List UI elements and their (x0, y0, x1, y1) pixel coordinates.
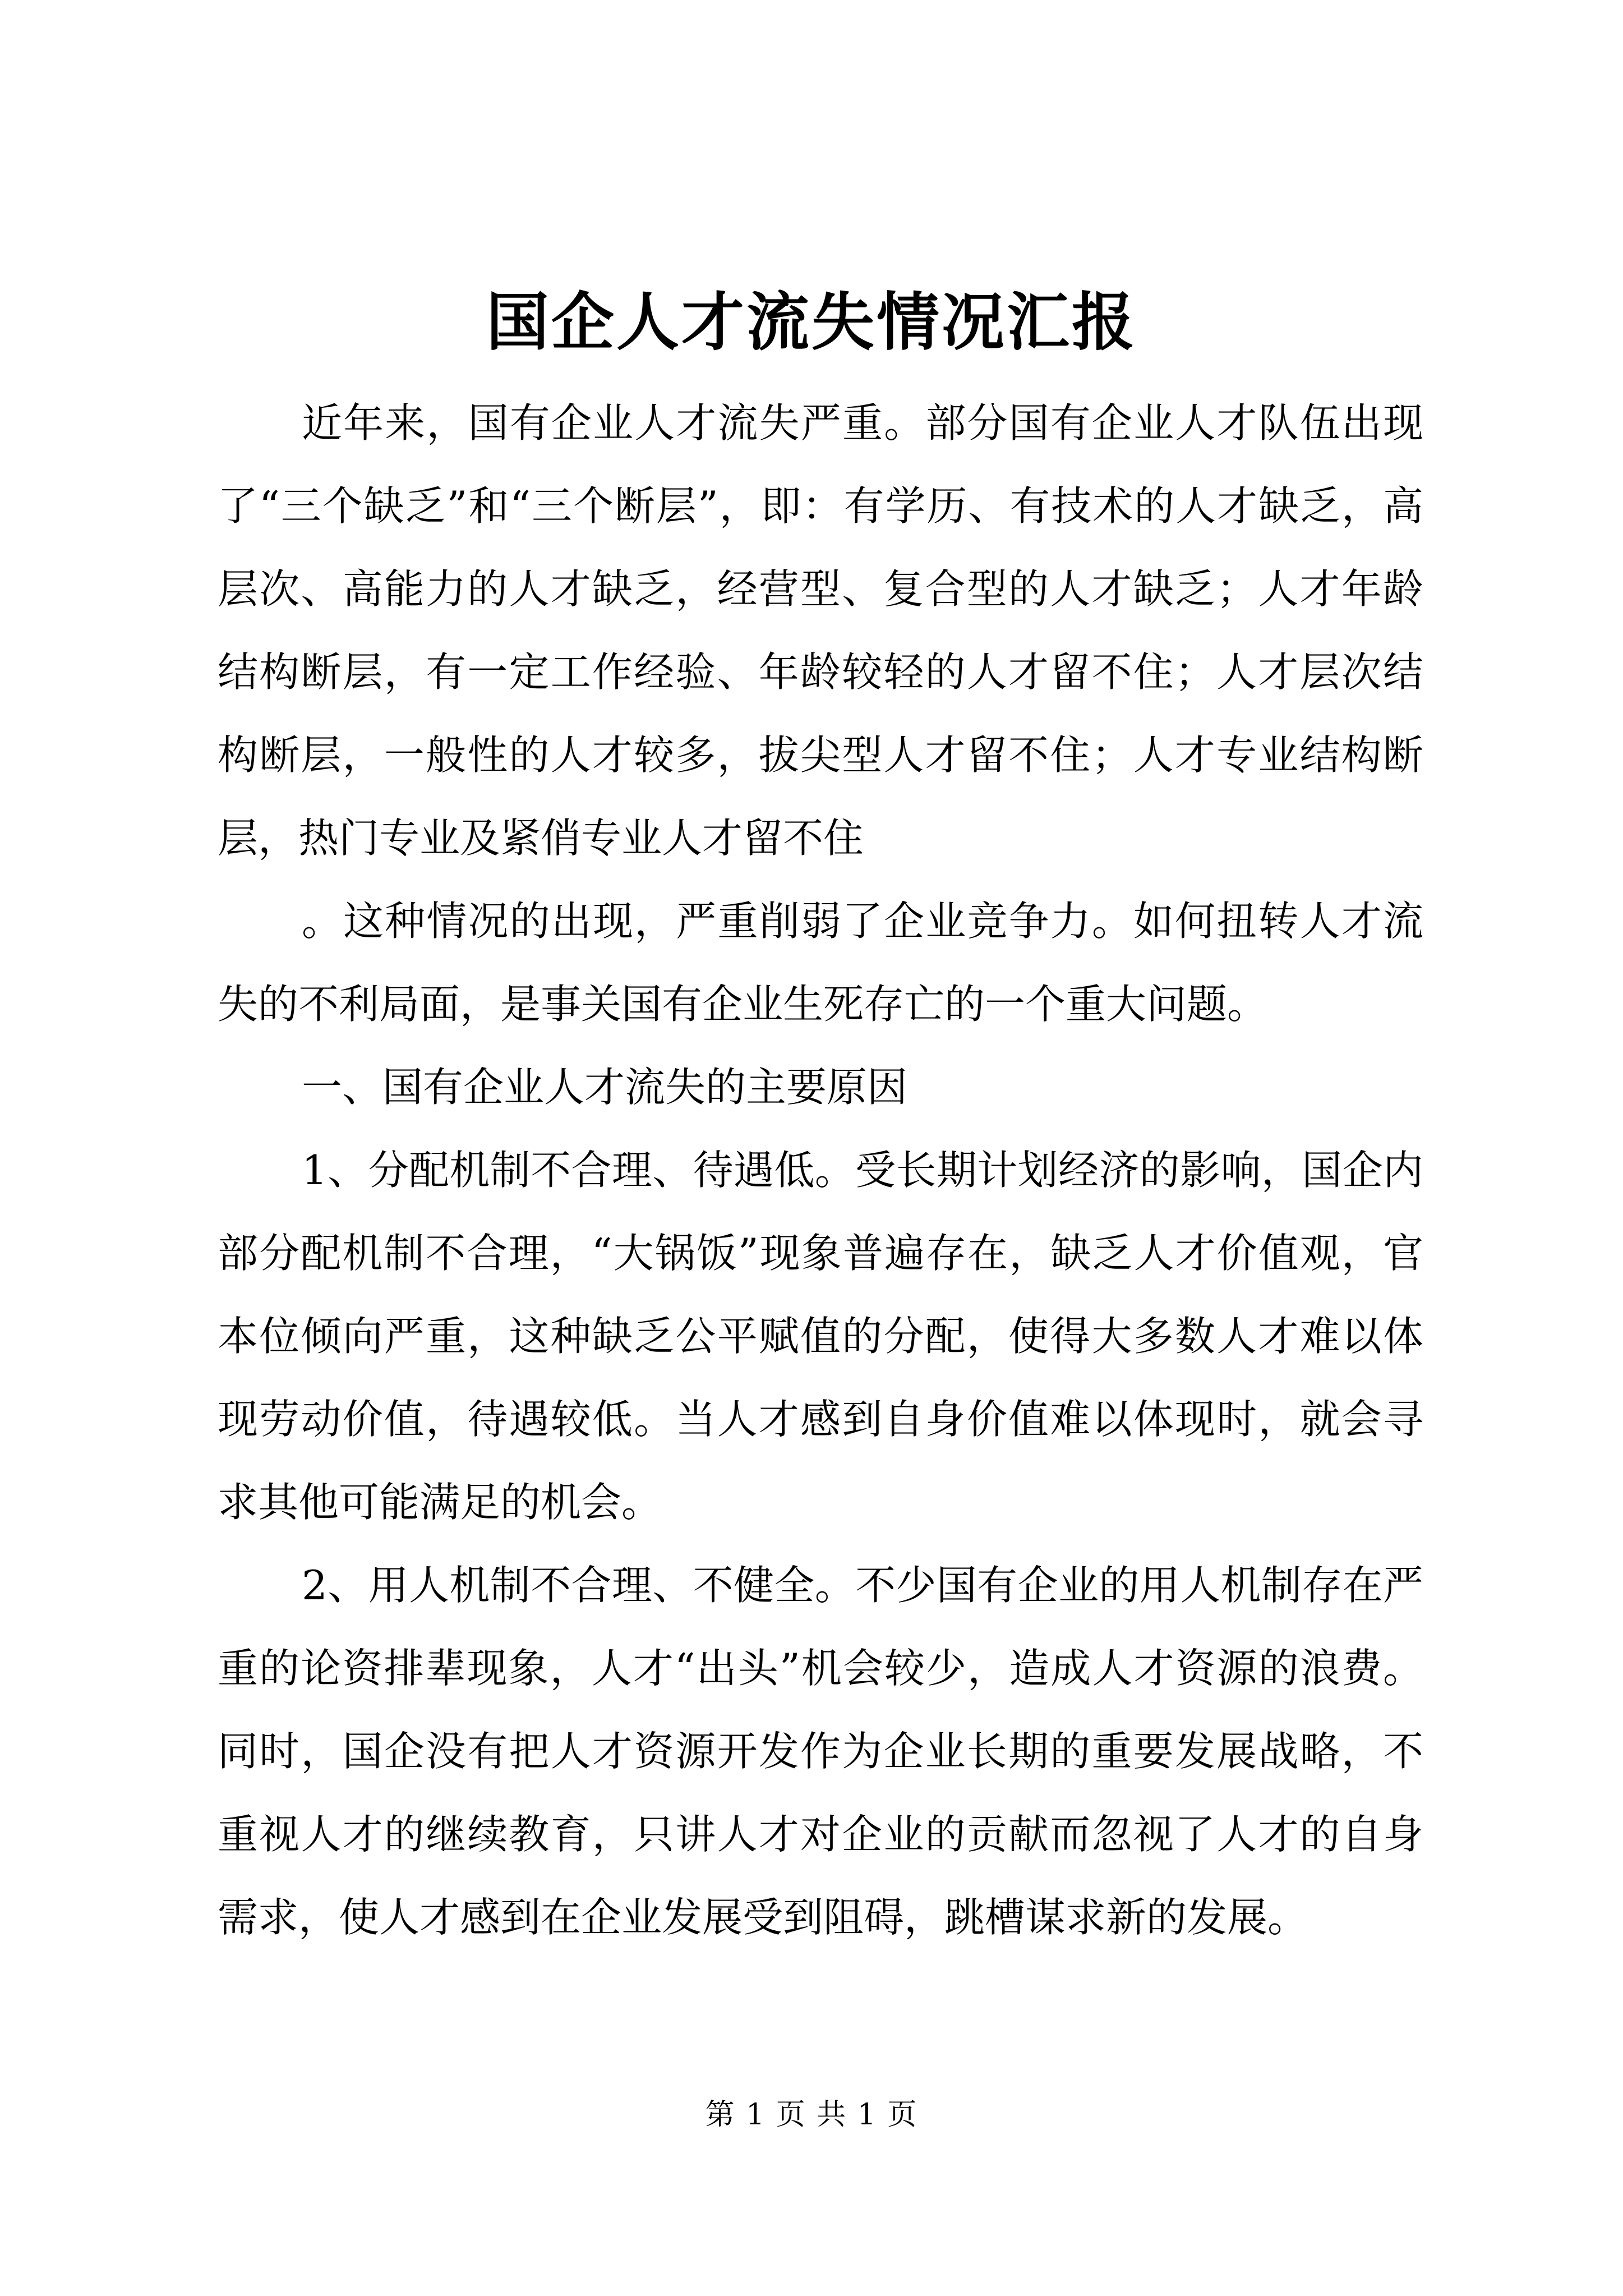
document-body (218, 381, 1423, 1959)
page-footer: 第 1 页 共 1 页 (705, 2098, 918, 2132)
section-heading-causes: 一、国有企业人才流失的主要原因 (302, 1064, 908, 1111)
document-title: 国企人才流失情况汇报 (486, 286, 1137, 359)
paragraph-cause-1: 1、分配机制不合理、待遇低。受长期计划经济的影响，国企内部分配机制不合理，“大锅饭”现象普遍存在，缺乏人才价值观，官本位倾向严重，这种缺乏公平赋值的分配，使得大多数人才难以体现劳动价值，待遇较低。当人才感到自身价值难以体现时，就会寻求其他可能满足的机会。 (218, 1147, 1423, 1526)
paragraph-impact: 。这种情况的出现，严重削弱了企业竞争力。如何扭转人才流失的不利局面，是事关国有企业生死存亡的一个重大问题。 (218, 898, 1423, 1028)
paragraph-intro: 近年来，国有企业人才流失严重。部分国有企业人才队伍出现了“三个缺乏”和“三个断层”，即：有学历、有技术的人才缺乏，高层次、高能力的人才缺乏，经营型、复合型的人才缺乏；人才年龄结构断层，有一定工作经验、年龄较轻的人才留不住；人才层次结构断层，一般性的人才较多，拔尖型人才留不住；人才专业结构断层，热门专业及紧俏专业人才留不住 (218, 399, 1423, 862)
paragraph-cause-2: 2、用人机制不合理、不健全。不少国有企业的用人机制存在严重的论资排辈现象，人才“出头”机会较少，造成人才资源的浪费。同时，国企没有把人才资源开发作为企业长期的重要发展战略，不重视人才的继续教育，只讲人才对企业的贡献而忽视了人才的自身需求，使人才感到在企业发展受到阻碍，跳槽谋求新的发展。 (218, 1562, 1423, 1941)
